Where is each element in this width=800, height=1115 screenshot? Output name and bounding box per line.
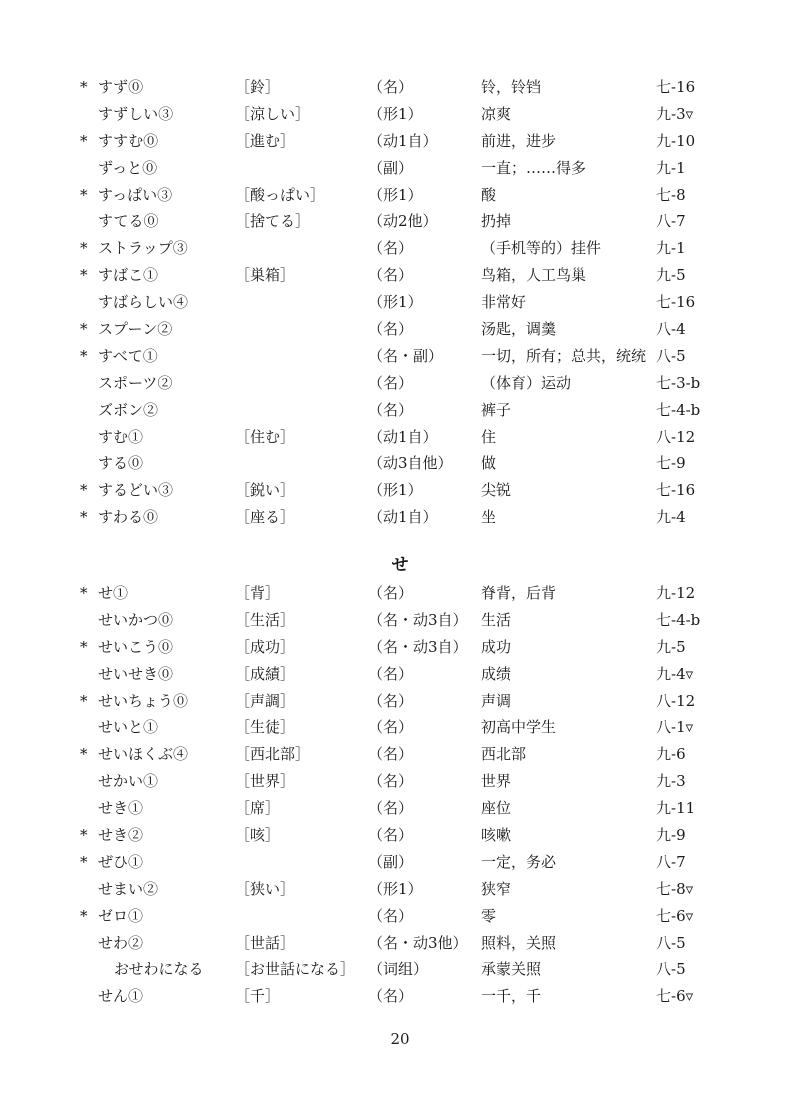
page-number: 20 — [390, 1030, 410, 1048]
entry-meaning: 成绩 — [481, 664, 512, 683]
entry-row — [0, 580, 800, 607]
entry-meaning: 照料，关照 — [481, 933, 557, 952]
entry-word: スポーツ② — [98, 373, 173, 392]
entry-part-of-speech: （副） — [368, 158, 414, 177]
entry-part-of-speech: （名） — [368, 987, 414, 1006]
entry-part-of-speech: （名） — [368, 826, 414, 845]
entry-kanji: ［世界］ — [235, 772, 296, 791]
entry-row — [0, 768, 800, 795]
entry-meaning: 零 — [481, 906, 497, 925]
entry-part-of-speech: （名） — [368, 799, 414, 818]
entry-row — [0, 849, 800, 876]
entry-lesson: 九-10 — [656, 131, 696, 150]
entry-lesson: 九-11 — [656, 799, 696, 818]
entry-kanji: ［お世話になる］ — [235, 960, 356, 979]
entry-lesson: 七-16 — [656, 293, 696, 312]
entry-meaning: 西北部 — [481, 745, 527, 764]
entry-star-marker: * — [80, 78, 88, 96]
entry-lesson: 七-6▿ — [656, 906, 694, 925]
entry-star-marker: * — [80, 852, 88, 871]
entry-star-marker: * — [80, 481, 88, 500]
entry-meaning: 脊背，后背 — [481, 584, 557, 602]
entry-part-of-speech: （名） — [368, 772, 414, 791]
entry-part-of-speech: （形1） — [368, 104, 423, 123]
entry-kanji: ［座る］ — [235, 508, 296, 527]
entry-word: せいこう⓪ — [98, 637, 174, 656]
entry-meaning: 凉爽 — [481, 104, 512, 123]
entry-kanji: ［西北部］ — [235, 745, 311, 764]
entry-lesson: 七-8 — [656, 185, 686, 204]
entry-row — [0, 101, 800, 128]
entry-part-of-speech: （名・动3自） — [368, 610, 468, 629]
entry-meaning: 坐 — [481, 508, 497, 527]
entry-word: すむ① — [98, 427, 144, 446]
entry-meaning: 住 — [481, 427, 497, 446]
entry-star-marker: * — [80, 906, 88, 925]
entry-word: ゼロ① — [98, 906, 144, 925]
entry-row — [0, 634, 800, 661]
entry-word: ストラップ③ — [98, 239, 188, 258]
entry-star-marker: * — [80, 637, 88, 656]
entry-lesson: 九-5 — [656, 266, 686, 285]
entry-lesson: 八-5 — [656, 933, 686, 952]
entry-lesson: 八-5 — [656, 346, 686, 365]
entry-kanji: ［声調］ — [235, 691, 296, 710]
entry-meaning: 前进，进步 — [481, 131, 557, 150]
entry-part-of-speech: （名） — [368, 691, 414, 710]
entry-lesson: 七-4-b — [656, 610, 701, 629]
entry-meaning: 裤子 — [481, 400, 512, 419]
entry-part-of-speech: （名） — [368, 266, 414, 285]
entry-lesson: 九-3▿ — [656, 104, 694, 123]
entry-part-of-speech: （动1自） — [368, 427, 438, 446]
entry-part-of-speech: （名） — [368, 373, 414, 392]
entry-lesson: 七-9 — [656, 454, 686, 473]
entry-row — [0, 741, 800, 768]
entry-part-of-speech: （名・动3他） — [368, 933, 468, 952]
entry-lesson: 七-3-b — [656, 373, 701, 392]
entry-row — [0, 370, 800, 397]
entry-meaning: 成功 — [481, 637, 512, 656]
entry-word: するどい③ — [98, 481, 174, 500]
entry-row — [0, 424, 800, 451]
entry-row — [0, 607, 800, 634]
entry-row — [0, 983, 800, 1010]
entry-part-of-speech: （动3自他） — [368, 454, 453, 473]
entry-part-of-speech: （动1自） — [368, 508, 438, 527]
entry-kanji: ［成績］ — [235, 664, 296, 683]
entry-word: せいほくぶ④ — [98, 745, 189, 764]
entry-word: せき② — [98, 826, 144, 845]
entry-meaning: 汤匙，调羹 — [481, 320, 557, 339]
entry-meaning: 做 — [481, 454, 497, 473]
entry-meaning: 一定，务必 — [481, 852, 557, 871]
entry-meaning: 非常好 — [481, 293, 527, 312]
entry-part-of-speech: （名） — [368, 745, 414, 764]
entry-meaning: 扔掉 — [481, 212, 512, 231]
entry-star-marker: * — [80, 131, 88, 150]
entry-kanji: ［巣箱］ — [235, 266, 296, 285]
entry-lesson: 九-6 — [656, 745, 686, 764]
entry-row — [0, 504, 800, 531]
entry-row — [0, 155, 800, 182]
entry-kanji: ［酸っぱい］ — [235, 185, 326, 204]
entry-meaning: 一千，千 — [481, 987, 542, 1006]
entry-lesson: 九-12 — [656, 584, 696, 602]
entry-star-marker: * — [80, 691, 88, 710]
entry-lesson: 七-16 — [656, 78, 696, 96]
entry-part-of-speech: （名・动3自） — [368, 637, 468, 656]
entry-word: すず⓪ — [98, 78, 144, 96]
entry-row — [0, 876, 800, 903]
entry-lesson: 八-7 — [656, 852, 686, 871]
entry-row — [0, 397, 800, 424]
entry-word: ズボン② — [98, 400, 159, 419]
entry-part-of-speech: （形1） — [368, 185, 423, 204]
entry-row — [0, 956, 800, 983]
entry-kanji: ［千］ — [235, 987, 281, 1006]
entry-word: せいせき⓪ — [98, 664, 174, 683]
entry-word: すばこ① — [98, 266, 159, 285]
entry-word: せん① — [98, 987, 144, 1006]
entry-row — [0, 903, 800, 930]
entry-part-of-speech: （名） — [368, 584, 414, 602]
entry-row — [0, 343, 800, 370]
entry-kanji: ［鈴］ — [235, 78, 281, 96]
entry-word: せまい② — [98, 879, 159, 898]
entry-part-of-speech: （名） — [368, 320, 414, 339]
entry-part-of-speech: （形1） — [368, 481, 423, 500]
entry-kanji: ［鋭い］ — [235, 481, 296, 500]
entry-meaning: 狭窄 — [481, 879, 512, 898]
entry-row — [0, 450, 800, 477]
entry-row — [0, 128, 800, 155]
entry-star-marker: * — [80, 826, 88, 845]
entry-word: せいかつ⓪ — [98, 610, 174, 629]
entry-part-of-speech: （名） — [368, 664, 414, 683]
entry-lesson: 九-3 — [656, 772, 686, 791]
entry-kanji: ［捨てる］ — [235, 212, 311, 231]
entry-word: する⓪ — [98, 454, 144, 473]
entry-lesson: 八-7 — [656, 212, 686, 231]
entry-kanji: ［背］ — [235, 584, 281, 602]
entry-word: すばらしい④ — [98, 293, 189, 312]
entry-word: せき① — [98, 799, 144, 818]
entry-lesson: 七-6▿ — [656, 987, 694, 1006]
entry-lesson: 九-5 — [656, 637, 686, 656]
entry-lesson: 八-12 — [656, 691, 696, 710]
entry-row — [0, 661, 800, 688]
entry-lesson: 八-5 — [656, 960, 686, 979]
entry-word: せかい① — [98, 772, 159, 791]
entry-meaning: （体育）运动 — [481, 373, 572, 392]
entry-row — [0, 688, 800, 715]
entry-lesson: 七-4-b — [656, 400, 701, 419]
entry-kanji: ［進む］ — [235, 131, 296, 150]
entry-star-marker: * — [80, 239, 88, 258]
entry-kanji: ［狭い］ — [235, 879, 296, 898]
entry-part-of-speech: （形1） — [368, 879, 423, 898]
entry-star-marker: * — [80, 745, 88, 764]
entry-meaning: 铃，铃铛 — [481, 78, 542, 96]
section-heading-se: せ — [391, 555, 409, 575]
entry-meaning: 承蒙关照 — [481, 960, 542, 979]
entry-word: すっぱい③ — [98, 185, 173, 204]
entry-part-of-speech: （名） — [368, 718, 414, 737]
entry-row — [0, 316, 800, 343]
entry-row — [0, 208, 800, 235]
entry-lesson: 八-4 — [656, 320, 686, 339]
entry-part-of-speech: （形1） — [368, 293, 423, 312]
entry-part-of-speech: （名） — [368, 78, 414, 96]
entry-meaning: 座位 — [481, 799, 512, 818]
entry-meaning: 世界 — [481, 772, 512, 791]
entry-meaning: 鸟箱，人工鸟巢 — [481, 266, 587, 285]
entry-row — [0, 477, 800, 504]
entry-kanji: ［涼しい］ — [235, 104, 311, 123]
entry-meaning: （手机等的）挂件 — [481, 239, 602, 258]
entry-word: おせわになる — [114, 960, 204, 979]
entry-kanji: ［住む］ — [235, 427, 296, 446]
entry-meaning: 一切，所有；总共，统统 — [481, 346, 647, 365]
entry-lesson: 九-4 — [656, 508, 686, 527]
entry-star-marker: * — [80, 508, 88, 527]
entry-word: すべて① — [98, 346, 158, 365]
entry-word: せわ② — [98, 933, 144, 952]
entry-part-of-speech: （名） — [368, 239, 414, 258]
entry-lesson: 八-1▿ — [656, 718, 694, 737]
entry-row — [0, 289, 800, 316]
entry-row — [0, 235, 800, 262]
entry-part-of-speech: （名） — [368, 400, 414, 419]
entry-lesson: 九-4▿ — [656, 664, 694, 683]
entry-star-marker: * — [80, 346, 88, 365]
entry-kanji: ［生徒］ — [235, 718, 296, 737]
entry-word: スプーン② — [98, 320, 173, 339]
entry-lesson: 七-8▿ — [656, 879, 694, 898]
entry-lesson: 九-9 — [656, 826, 686, 845]
entry-row — [0, 714, 800, 741]
entry-word: すてる⓪ — [98, 212, 159, 231]
entry-part-of-speech: （动2他） — [368, 212, 438, 231]
entry-row — [0, 74, 800, 101]
entry-row — [0, 182, 800, 209]
entry-kanji: ［生活］ — [235, 610, 296, 629]
entry-row — [0, 795, 800, 822]
entry-word: すわる⓪ — [98, 508, 159, 527]
section-se-entries — [0, 580, 800, 1010]
entry-meaning: 生活 — [481, 610, 512, 629]
entry-word: すすむ⓪ — [98, 131, 159, 150]
entry-meaning: 尖锐 — [481, 481, 512, 500]
entry-meaning: 初高中学生 — [481, 718, 557, 737]
entry-kanji: ［咳］ — [235, 826, 281, 845]
entry-part-of-speech: （副） — [368, 852, 414, 871]
entry-meaning: 一直；……得多 — [481, 158, 587, 177]
entry-row — [0, 822, 800, 849]
entry-lesson: 八-12 — [656, 427, 696, 446]
section-su-entries — [0, 74, 800, 531]
entry-lesson: 七-16 — [656, 481, 696, 500]
entry-word: ずっと⓪ — [98, 158, 158, 177]
entry-meaning: 咳嗽 — [481, 826, 512, 845]
entry-meaning: 声调 — [481, 691, 512, 710]
entry-word: せいと① — [98, 718, 159, 737]
entry-word: せいちょう⓪ — [98, 691, 189, 710]
entry-row — [0, 930, 800, 957]
entry-star-marker: * — [80, 185, 88, 204]
entry-lesson: 九-1 — [656, 158, 686, 177]
entry-word: すずしい③ — [98, 104, 174, 123]
entry-kanji: ［席］ — [235, 799, 281, 818]
entry-star-marker: * — [80, 266, 88, 285]
entry-word: ぜひ① — [98, 852, 144, 871]
entry-meaning: 酸 — [481, 185, 497, 204]
entry-lesson: 九-1 — [656, 239, 686, 258]
entry-star-marker: * — [80, 320, 88, 339]
entry-kanji: ［世話］ — [235, 933, 296, 952]
entry-word: せ① — [98, 584, 129, 602]
entry-part-of-speech: （动1自） — [368, 131, 438, 150]
entry-part-of-speech: （名・副） — [368, 346, 444, 365]
entry-row — [0, 262, 800, 289]
entry-part-of-speech: （名） — [368, 906, 414, 925]
entry-part-of-speech: （词组） — [368, 960, 429, 979]
entry-kanji: ［成功］ — [235, 637, 296, 656]
entry-star-marker: * — [80, 584, 88, 602]
